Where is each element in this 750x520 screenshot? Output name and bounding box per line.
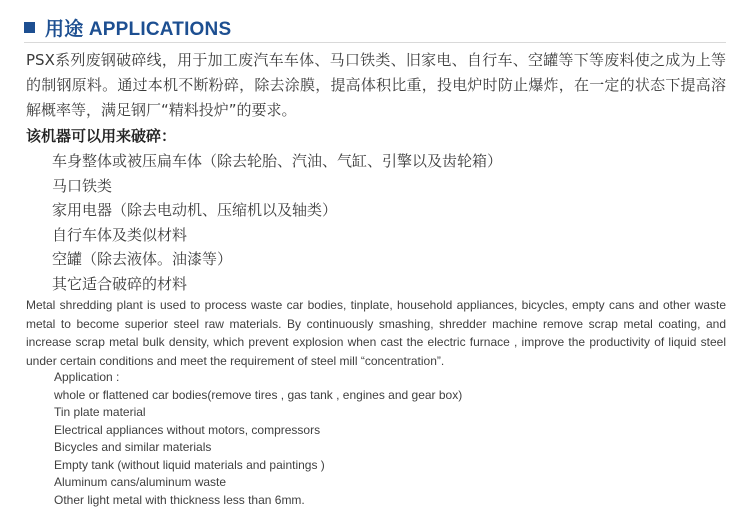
list-item: 空罐（除去液体。油漆等） — [52, 250, 233, 269]
list-item: Electrical appliances without motors, compressors — [54, 422, 321, 437]
list-item: 自行车体及类似材料 — [52, 225, 188, 244]
square-bullet-icon — [24, 22, 35, 33]
chinese-intro-paragraph: PSX系列废钢破碎线，用于加工废汽车车体、马口铁类、旧家电、自行车、空罐等下等废料使之成为上等的制钢原料。通过本机不断粉碎，除去涂膜，提高体积比重，投电炉时防止爆炸，在一定的状态下提高溶解概率等，满足钢厂“精料投炉”的要求。 — [26, 51, 726, 119]
english-intro-paragraph: Metal shredding plant is used to process waste car bodies, tinplate, household appliances, bicycles, empty cans and other waste metal to become superior steel raw materials. By continuously smashing, shredder machine remove scrap metal coating, and increase scrap metal bulk density, which prevent explosion when cast the electric furnace , improve the productivity of liquid steel under certain conditions and meet the requirement of steel mill “concentration”. — [26, 298, 726, 368]
list-item: 车身整体或被压扁车体（除去轮胎、汽油、气缸、引擎以及齿轮箱） — [52, 152, 503, 170]
section-header — [24, 14, 231, 41]
list-item: 其它适合破碎的材料 — [52, 274, 188, 293]
chinese-applications-heading: 该机器可以用来破碎： — [26, 127, 177, 145]
chinese-applications-list — [52, 149, 502, 297]
english-applications-list — [54, 369, 462, 509]
english-applications-heading: Application : — [54, 370, 120, 384]
list-item: Bicycles and similar materials — [54, 440, 212, 454]
list-item: 马口铁类 — [52, 176, 113, 195]
list-item: Aluminum cans/aluminum waste — [54, 475, 227, 489]
list-item: Tin plate material — [54, 405, 146, 419]
header-divider — [24, 42, 726, 43]
list-item: Other light metal with thickness less than 6mm. — [54, 492, 305, 507]
section-title: 用途 APPLICATIONS — [45, 19, 232, 40]
list-item: 家用电器（除去电动机、压缩机以及轴类） — [52, 201, 338, 220]
list-item: Empty tank (without liquid materials and paintings ) — [54, 457, 325, 472]
list-item: whole or flattened car bodies(remove tires , gas tank , engines and gear box) — [54, 387, 463, 402]
